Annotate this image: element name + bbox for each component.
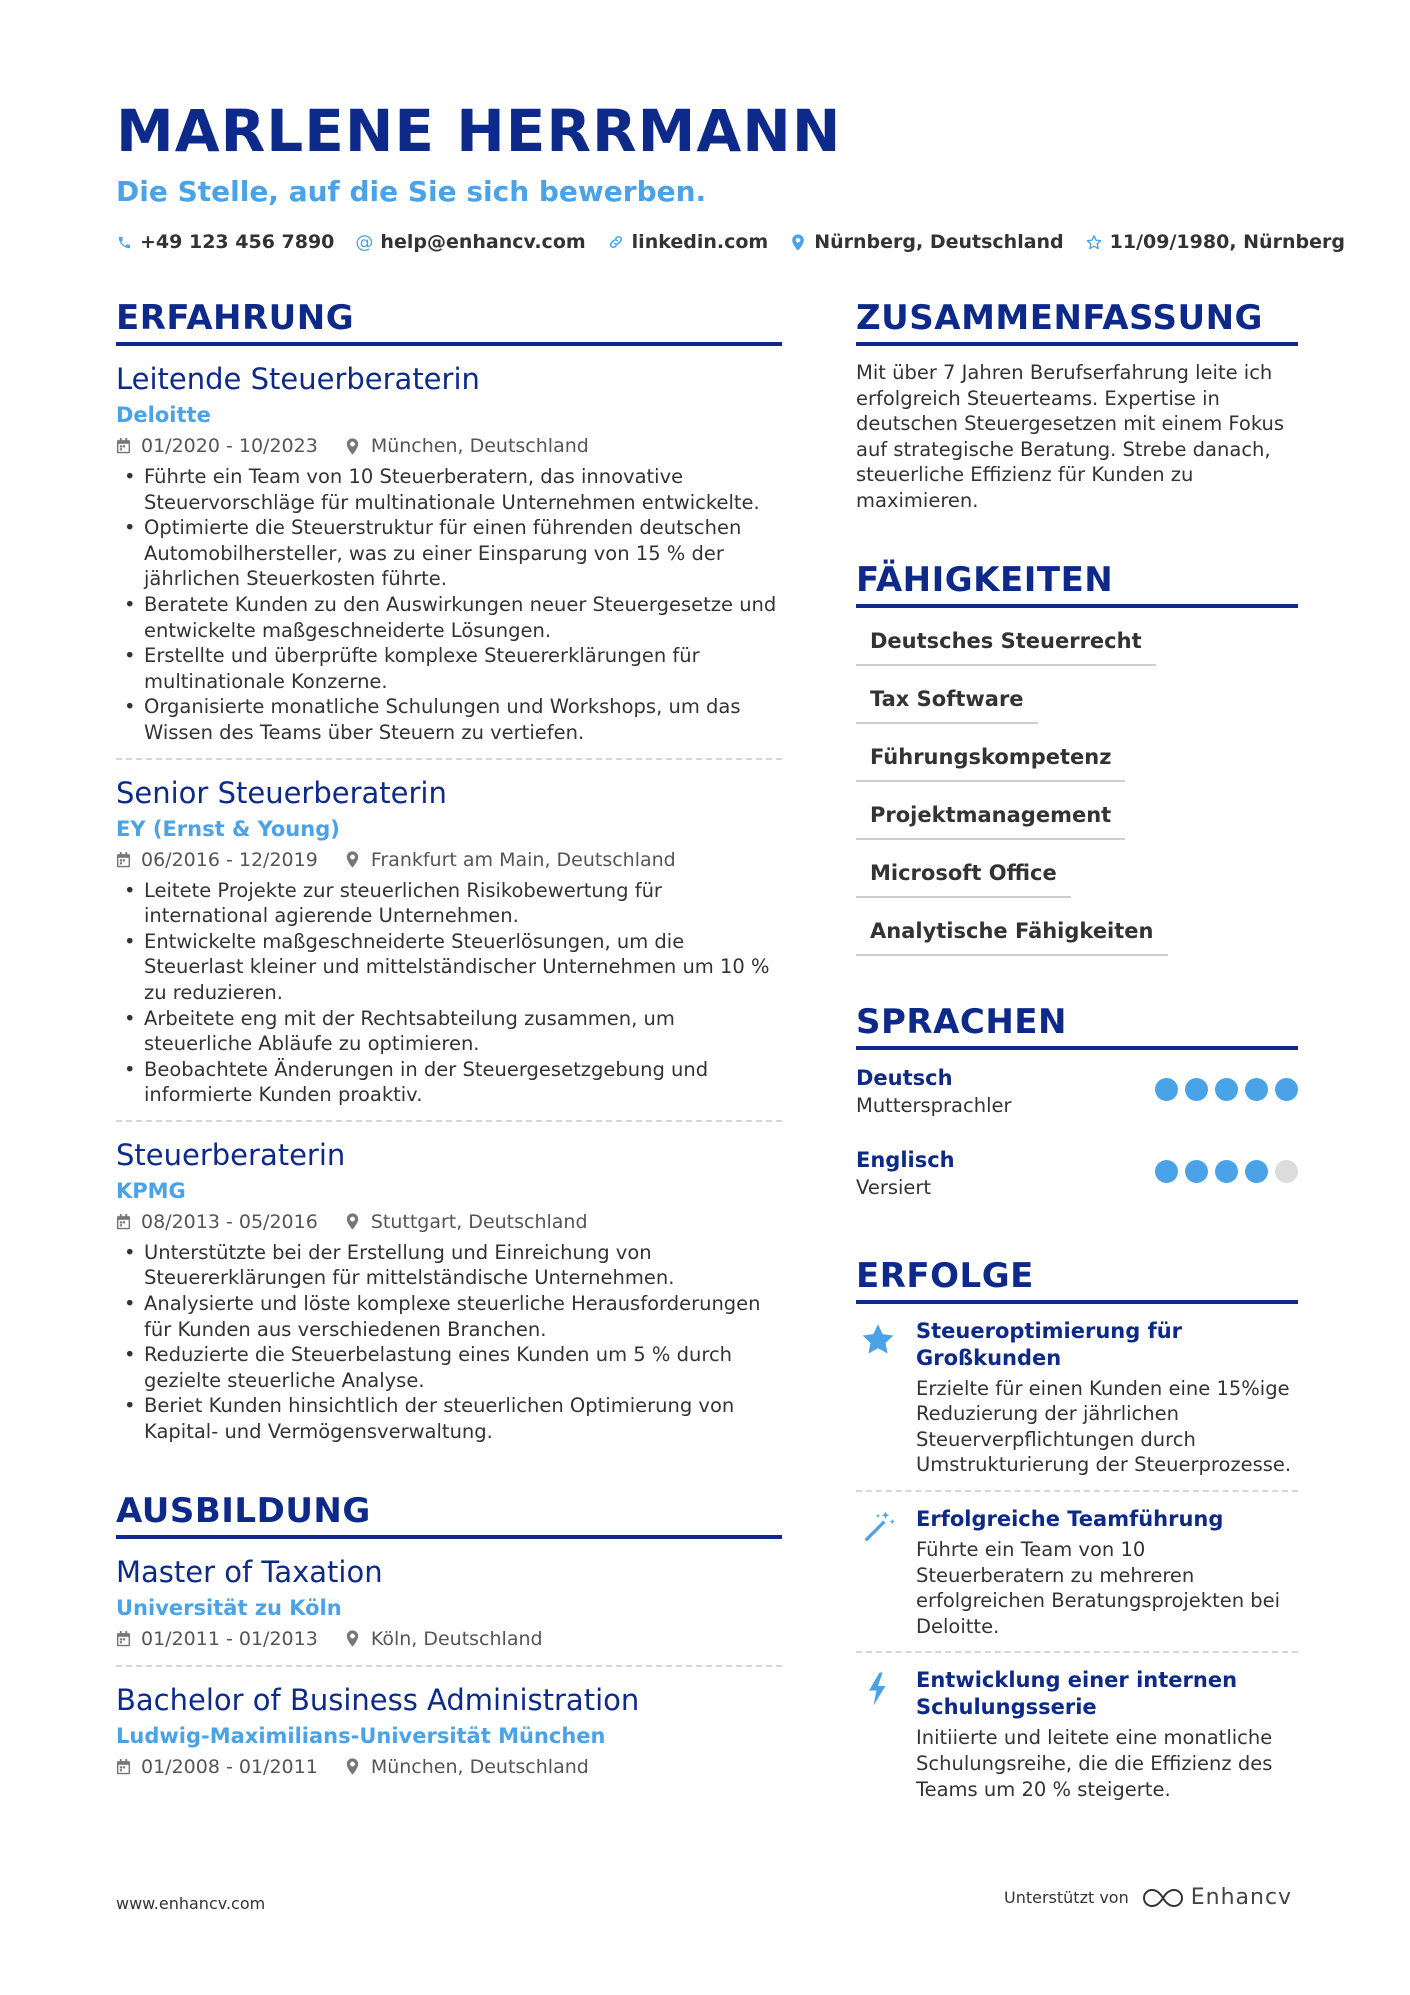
section-divider: [116, 1535, 782, 1539]
skill-tag: Projektmanagement: [856, 790, 1125, 840]
skill-tag: Tax Software: [856, 674, 1038, 724]
education-location: Köln, Deutschland: [370, 1627, 543, 1650]
bullet-item: • Reduzierte die Steuerbelastung eines Kunden um 5 % durch gezielte steuerliche Analyse.: [116, 1342, 782, 1393]
degree-title: Bachelor of Business Administration: [116, 1682, 640, 1717]
footer-branding: [1004, 1885, 1292, 1910]
contact-email-text: help@enhancv.com: [380, 231, 586, 253]
skill-tag: Führungskompetenz: [856, 732, 1125, 782]
location-icon: [790, 234, 806, 250]
achievement-item: [856, 1667, 1298, 1802]
lightning-icon: [860, 1671, 896, 1707]
language-rating: [1148, 1160, 1298, 1183]
calendar-icon: [116, 437, 132, 455]
experience-item: [116, 774, 782, 1108]
rating-dot-filled: [1215, 1078, 1238, 1101]
entry-divider: [116, 1665, 782, 1667]
location-icon: [346, 1758, 362, 1776]
contact-linkedin[interactable]: [608, 231, 769, 253]
calendar-icon: [116, 1758, 132, 1776]
company-name: EY (Ernst & Young): [116, 816, 340, 841]
job-title: Steuerberaterin: [116, 1137, 346, 1172]
entry-divider: [856, 1490, 1298, 1492]
calendar-icon: [116, 1213, 132, 1231]
bullet-item: • Organisierte monatliche Schulungen und Workshops, um das Wissen des Teams über Steuern zu vertiefen.: [116, 694, 782, 745]
achievement-desc: Führte ein Team von 10 Steuerberatern zu mehreren erfolgreichen Beratungsprojekten bei Deloitte.: [916, 1537, 1281, 1638]
language-name: Deutsch: [856, 1065, 953, 1090]
calendar-icon: [116, 851, 132, 869]
skill-tag: Deutsches Steuerrecht: [856, 616, 1156, 666]
job-location: Stuttgart, Deutschland: [370, 1210, 588, 1233]
rating-dot-filled: [1245, 1078, 1268, 1101]
achievement-title: Entwicklung einer internen Schulungsserie: [916, 1668, 1238, 1720]
location-icon: [346, 1630, 362, 1648]
rating-dot-filled: [1245, 1160, 1268, 1183]
calendar-icon: [116, 1630, 132, 1648]
rating-dot-filled: [1155, 1078, 1178, 1101]
at-icon: @: [355, 231, 374, 253]
enhancv-logo-icon: [1141, 1887, 1185, 1909]
education-meta: [116, 1753, 782, 1781]
bullet-item: • Erstellte und überprüfte komplexe Steuererklärungen für multinationale Konzerne.: [116, 643, 782, 694]
education-dates: 01/2011 - 01/2013: [141, 1627, 318, 1650]
achievement-desc: Initiierte und leitete eine monatliche Schulungsreihe, die die Effizienz des Teams um 20 % steigerte.: [916, 1726, 1273, 1801]
contact-linkedin-text: linkedin.com: [631, 231, 769, 253]
bullet-item: • Beratete Kunden zu den Auswirkungen neuer Steuergesetze und entwickelte maßgeschneiderte Lösungen.: [116, 592, 782, 643]
job-bullets: [116, 464, 782, 746]
skills-heading: FÄHIGKEITEN: [856, 559, 1114, 600]
contact-bar: [116, 228, 1367, 256]
language-level: Versiert: [856, 1175, 932, 1199]
achievement-desc: Erzielte für einen Kunden eine 15%ige Reduzierung der jährlichen Steuerverpflichtungen durch Umstrukturierung der Steuerprozesse.: [916, 1376, 1292, 1477]
star-icon: [1086, 234, 1102, 250]
language-name: Englisch: [856, 1147, 955, 1172]
rating-dot-filled: [1185, 1160, 1208, 1183]
education-item: [116, 1553, 782, 1653]
school-name: Ludwig-Maximilians-Universität München: [116, 1723, 606, 1748]
section-divider: [116, 342, 782, 346]
footer-website[interactable]: www.enhancv.com: [116, 1894, 266, 1913]
skill-tag: Analytische Fähigkeiten: [856, 906, 1168, 956]
left-column: [116, 296, 782, 1781]
contact-phone-text: +49 123 456 7890: [140, 231, 335, 253]
company-name: Deloitte: [116, 403, 211, 427]
job-dates: 01/2020 - 10/2023: [141, 435, 318, 457]
degree-title: Master of Taxation: [116, 1554, 383, 1589]
location-icon: [346, 437, 362, 455]
powered-by-text: Unterstützt von: [1004, 1888, 1129, 1907]
job-title: Leitende Steuerberaterin: [116, 362, 480, 396]
location-icon: [346, 851, 362, 869]
experience-item: [116, 1136, 782, 1445]
job-meta: [116, 846, 782, 874]
entry-divider: [116, 1120, 782, 1122]
achievements-heading: ERFOLGE: [856, 1255, 1034, 1296]
language-rating: [1148, 1078, 1298, 1101]
job-bullets: [116, 878, 782, 1108]
bullet-item: • Optimierte die Steuerstruktur für einen führenden deutschen Automobilhersteller, was zu einer Einsparung von 15 % der jährlichen Steuerkosten führte.: [116, 515, 782, 592]
rating-dot-filled: [1155, 1160, 1178, 1183]
bullet-item: • Beriet Kunden hinsichtlich der steuerlichen Optimierung von Kapital- und Vermögensverwaltung.: [116, 1393, 782, 1444]
company-name: KPMG: [116, 1178, 186, 1203]
summary-heading: ZUSAMMENFASSUNG: [856, 298, 1263, 338]
bullet-item: • Führte ein Team von 10 Steuerberatern, das innovative Steuervorschläge für multinationale Unternehmen entwickelte.: [116, 464, 782, 515]
summary-text: Mit über 7 Jahren Berufserfahrung leite ich erfolgreich Steuerteams. Expertise in deutschen Steuergesetzen mit einem Fokus auf strategische Beratung. Strebe danach, steuerliche Effizienz für Kunden zu maximieren.: [856, 361, 1285, 512]
school-name: Universität zu Köln: [116, 1595, 342, 1620]
language-item: [856, 1146, 1298, 1208]
section-divider: [856, 1046, 1298, 1050]
job-meta: [116, 432, 782, 460]
phone-icon: [116, 234, 132, 250]
link-icon: [608, 234, 624, 250]
contact-location-text: Nürnberg, Deutschland: [814, 231, 1064, 253]
job-meta: [116, 1208, 782, 1236]
section-divider: [856, 604, 1298, 608]
achievement-title: Steueroptimierung für Großkunden: [916, 1318, 1183, 1370]
bullet-item: • Entwickelte maßgeschneiderte Steuerlösungen, um die Steuerlast kleiner und mittelständischer Unternehmen um 10 % zu reduzieren.: [116, 929, 782, 1006]
section-divider: [856, 1300, 1298, 1304]
contact-birth: [1086, 231, 1345, 253]
right-column: [856, 296, 1298, 1802]
language-level: Muttersprachler: [856, 1093, 1012, 1117]
job-location: München, Deutschland: [370, 435, 589, 457]
job-dates: 06/2016 - 12/2019: [141, 848, 318, 871]
rating-dot-empty: [1275, 1160, 1298, 1183]
languages-heading: SPRACHEN: [856, 1001, 1067, 1042]
entry-divider: [116, 758, 782, 760]
skill-tag: Microsoft Office: [856, 848, 1071, 898]
location-icon: [346, 1213, 362, 1231]
bullet-item: • Arbeitete eng mit der Rechtsabteilung zusammen, um steuerliche Abläufe zu optimieren.: [116, 1006, 782, 1057]
achievement-title: Erfolgreiche Teamführung: [916, 1506, 1224, 1531]
brand-name: Enhancv: [1190, 1885, 1293, 1910]
experience-item: [116, 360, 782, 746]
education-item: [116, 1681, 782, 1781]
bullet-item: • Unterstützte bei der Erstellung und Einreichung von Steuererklärungen für mittelständische Unternehmen.: [116, 1240, 782, 1291]
contact-location: [790, 231, 1063, 253]
job-bullets: [116, 1240, 782, 1445]
skills-list: [856, 616, 1298, 956]
target-job-title: Die Stelle, auf die Sie sich bewerben.: [116, 175, 707, 208]
bullet-item: • Leitete Projekte zur steuerlichen Risikobewertung für international agierende Unternehmen.: [116, 878, 782, 929]
star-icon: [860, 1322, 896, 1358]
candidate-name: MARLENE HERRMANN: [116, 97, 842, 165]
rating-dot-filled: [1275, 1078, 1298, 1101]
job-title: Senior Steuerberaterin: [116, 775, 447, 810]
bullet-item: • Analysierte und löste komplexe steuerliche Herausforderungen für Kunden aus verschiedenen Branchen.: [116, 1291, 782, 1342]
job-location: Frankfurt am Main, Deutschland: [370, 848, 676, 871]
contact-phone[interactable]: [116, 231, 334, 253]
achievement-item: [856, 1318, 1298, 1478]
bullet-item: • Beobachtete Änderungen in der Steuergesetzgebung und informierte Kunden proaktiv.: [116, 1057, 782, 1108]
entry-divider: [856, 1651, 1298, 1653]
language-item: [856, 1064, 1298, 1126]
education-meta: [116, 1625, 782, 1653]
contact-birth-text: 11/09/1980, Nürnberg: [1109, 231, 1345, 253]
education-location: München, Deutschland: [370, 1755, 589, 1778]
education-heading: AUSBILDUNG: [116, 1490, 371, 1531]
rating-dot-filled: [1185, 1078, 1208, 1101]
section-divider: [856, 342, 1298, 346]
achievement-item: [856, 1506, 1298, 1639]
magic-wand-icon: [860, 1510, 896, 1546]
job-dates: 08/2013 - 05/2016: [141, 1210, 318, 1233]
experience-heading: ERFAHRUNG: [116, 298, 355, 338]
contact-email[interactable]: [356, 231, 585, 253]
education-dates: 01/2008 - 01/2011: [141, 1755, 318, 1778]
rating-dot-filled: [1215, 1160, 1238, 1183]
